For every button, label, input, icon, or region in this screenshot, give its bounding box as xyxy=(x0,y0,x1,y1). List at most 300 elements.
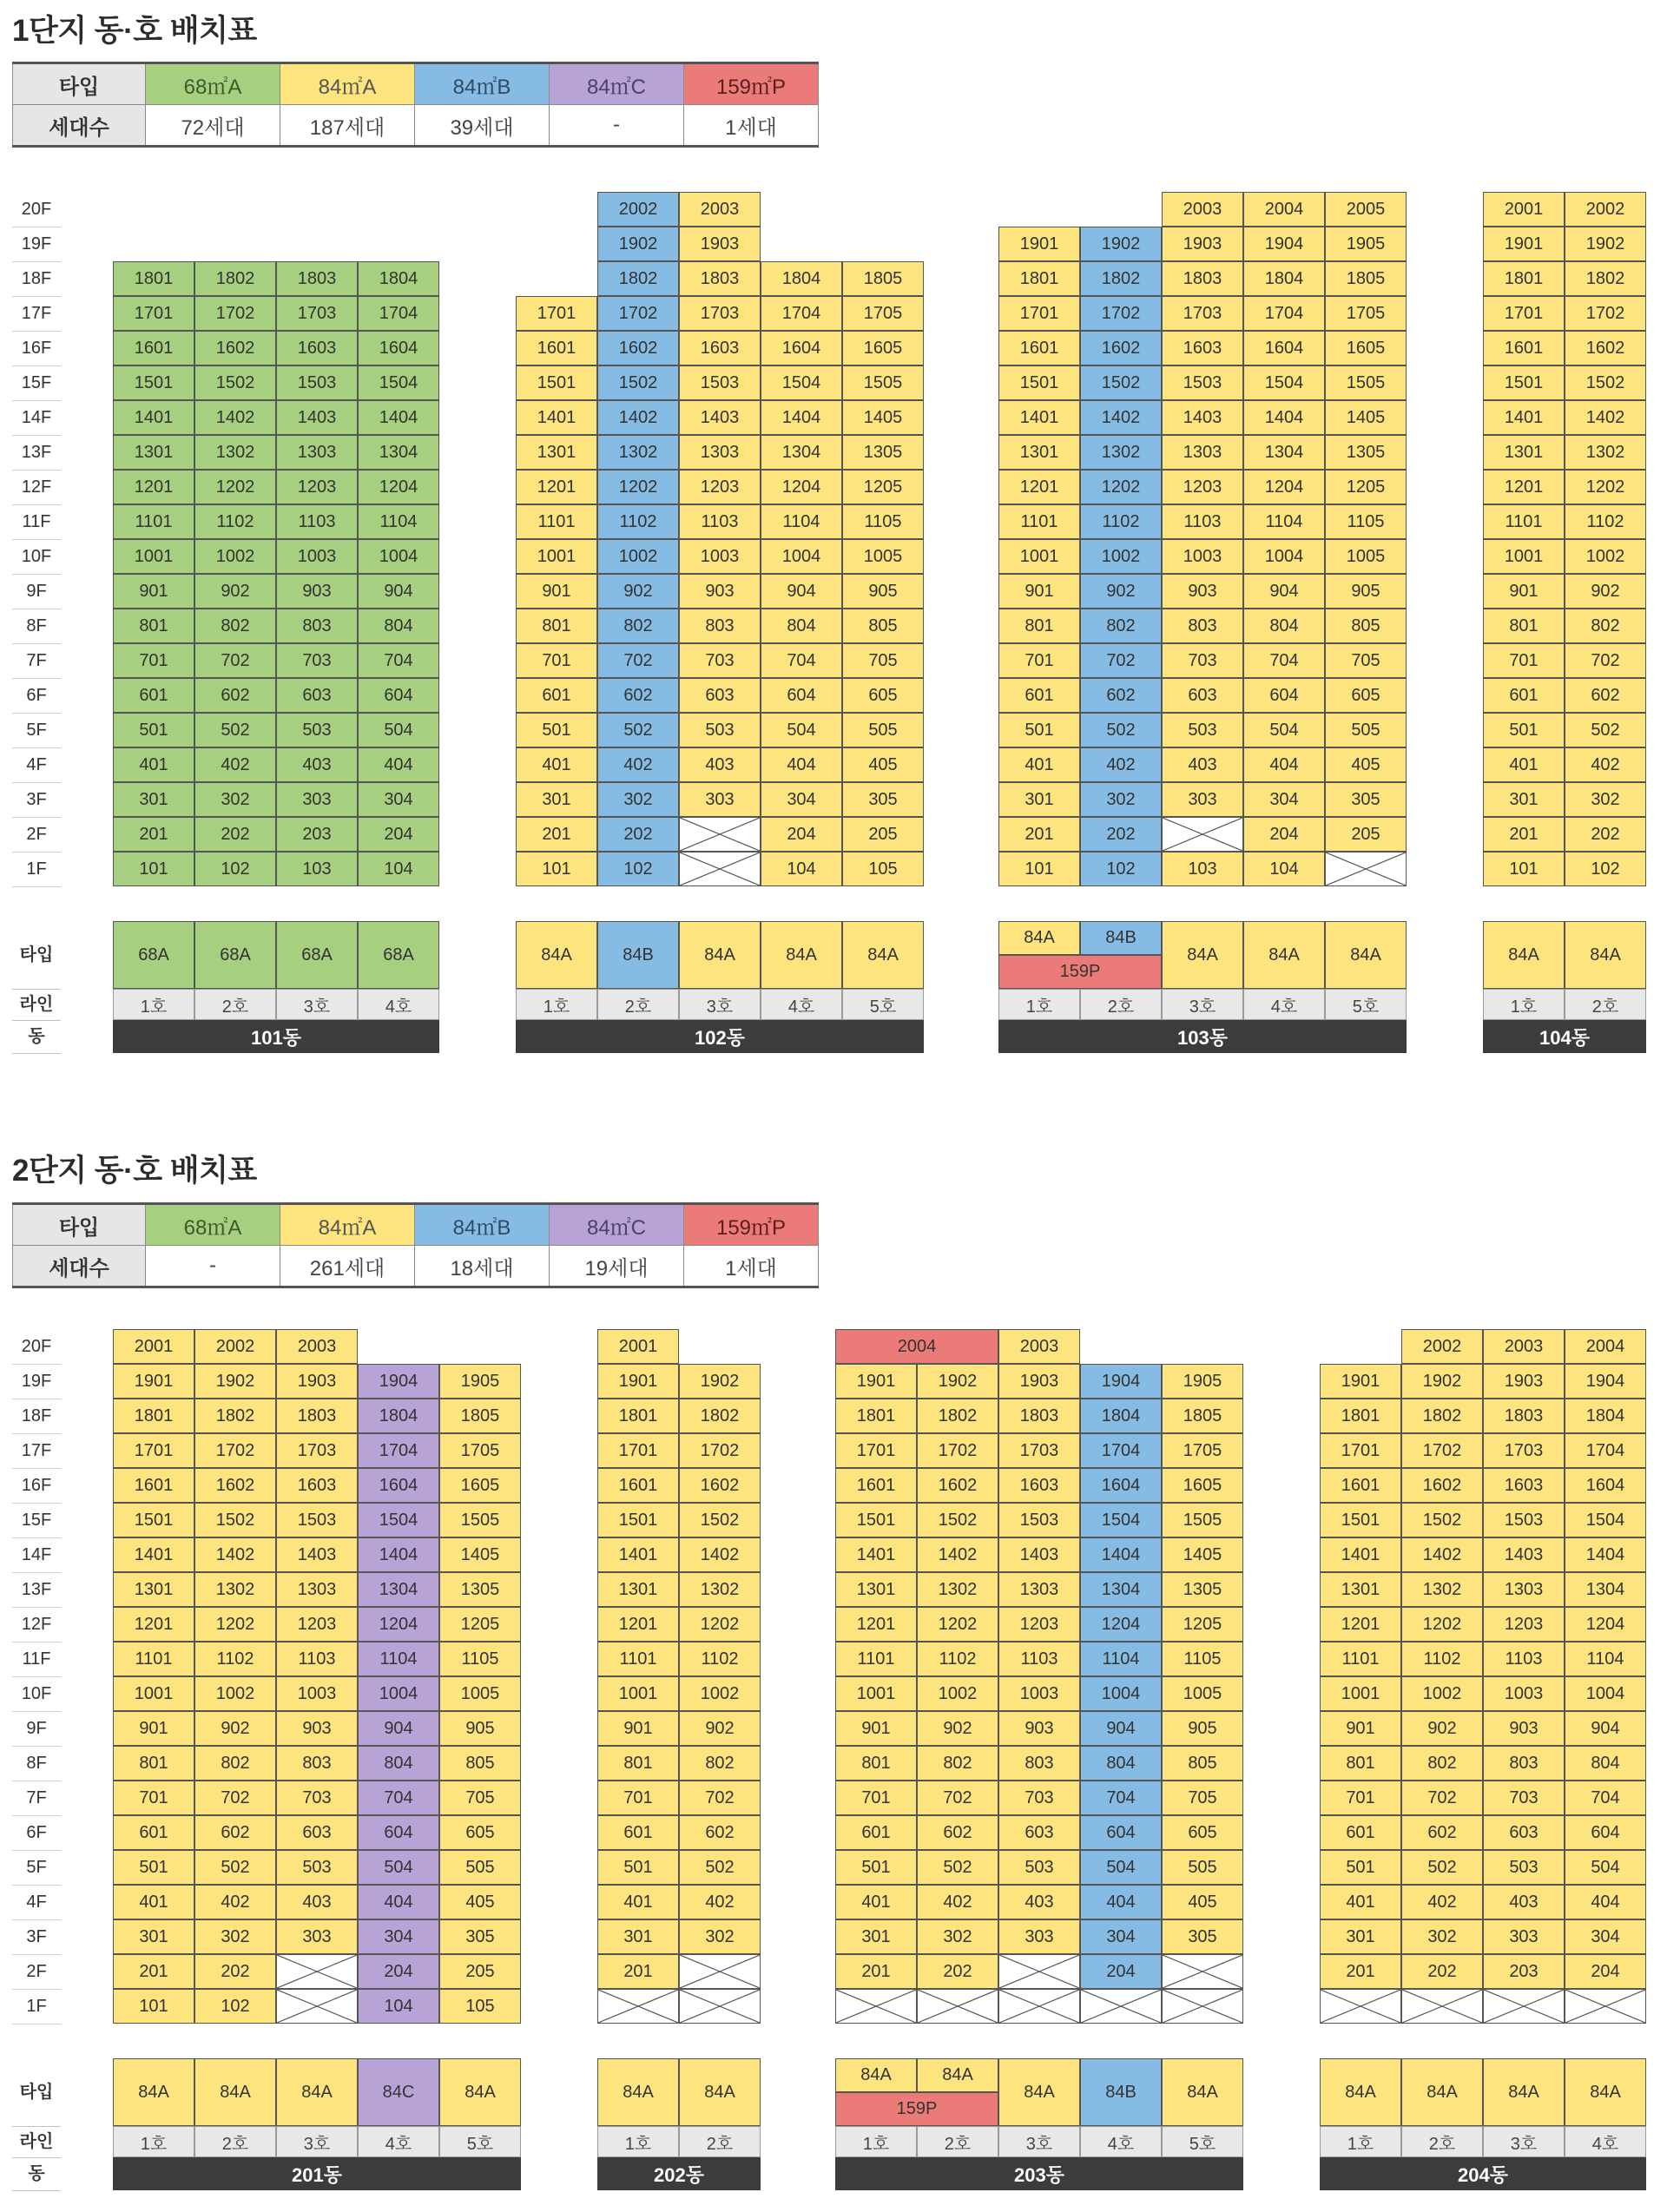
unit-cell[interactable]: 1505 xyxy=(439,1503,521,1537)
unit-cell[interactable]: 702 xyxy=(194,643,276,678)
unit-cell[interactable]: 204 xyxy=(1565,1954,1646,1989)
unit-cell[interactable]: 1403 xyxy=(276,1537,358,1572)
unit-cell[interactable]: 1601 xyxy=(516,331,597,365)
unit-cell[interactable]: 605 xyxy=(842,678,924,713)
unit-cell[interactable]: 1201 xyxy=(516,470,597,504)
unit-cell[interactable]: 1103 xyxy=(276,1642,358,1676)
unit-cell[interactable]: 1804 xyxy=(358,1399,439,1433)
unit-cell[interactable]: 1802 xyxy=(194,1399,276,1433)
unit-cell[interactable]: 501 xyxy=(1320,1850,1401,1885)
unit-cell[interactable]: 1802 xyxy=(1080,261,1162,296)
unit-cell[interactable]: 802 xyxy=(1080,609,1162,643)
unit-cell[interactable]: 1702 xyxy=(1080,296,1162,331)
unit-cell[interactable]: 403 xyxy=(276,1885,358,1919)
unit-cell[interactable]: 805 xyxy=(439,1746,521,1781)
unit-cell[interactable]: 1401 xyxy=(835,1537,917,1572)
unit-cell[interactable]: 704 xyxy=(1080,1781,1162,1815)
unit-cell[interactable]: 1701 xyxy=(516,296,597,331)
unit-cell[interactable]: 101 xyxy=(113,852,194,886)
unit-cell[interactable]: 1205 xyxy=(1325,470,1407,504)
unit-cell[interactable]: 1004 xyxy=(1243,539,1325,574)
unit-cell[interactable]: 1805 xyxy=(1325,261,1407,296)
unit-cell[interactable]: 1105 xyxy=(439,1642,521,1676)
unit-cell[interactable]: 1101 xyxy=(1320,1642,1401,1676)
unit-cell[interactable]: 605 xyxy=(1162,1815,1243,1850)
unit-cell[interactable]: 1305 xyxy=(439,1572,521,1607)
unit-cell[interactable]: 501 xyxy=(1483,713,1565,747)
unit-cell[interactable]: 2001 xyxy=(597,1329,679,1364)
unit-cell[interactable]: 302 xyxy=(1565,782,1646,817)
unit-cell[interactable]: 1104 xyxy=(761,504,842,539)
unit-cell[interactable]: 1603 xyxy=(1162,331,1243,365)
unit-cell[interactable]: 402 xyxy=(917,1885,998,1919)
unit-cell[interactable]: 401 xyxy=(113,1885,194,1919)
unit-cell[interactable]: 1702 xyxy=(194,296,276,331)
unit-cell[interactable]: 1304 xyxy=(1565,1572,1646,1607)
unit-cell[interactable]: 1704 xyxy=(761,296,842,331)
unit-cell[interactable]: 903 xyxy=(1483,1711,1565,1746)
unit-cell[interactable]: 1505 xyxy=(1325,365,1407,400)
unit-cell[interactable]: 702 xyxy=(917,1781,998,1815)
unit-cell[interactable]: 1401 xyxy=(1483,400,1565,435)
unit-cell[interactable]: 305 xyxy=(1325,782,1407,817)
unit-cell[interactable]: 502 xyxy=(597,713,679,747)
unit-cell[interactable]: 2003 xyxy=(679,192,761,227)
unit-cell[interactable]: 1604 xyxy=(358,331,439,365)
unit-cell[interactable]: 1102 xyxy=(917,1642,998,1676)
unit-cell[interactable]: 903 xyxy=(276,1711,358,1746)
unit-cell[interactable]: 1102 xyxy=(194,1642,276,1676)
unit-cell[interactable]: 604 xyxy=(358,1815,439,1850)
unit-cell[interactable]: 204 xyxy=(1080,1954,1162,1989)
unit-cell[interactable]: 1003 xyxy=(998,1676,1080,1711)
unit-cell[interactable]: 1901 xyxy=(597,1364,679,1399)
unit-cell[interactable]: 1701 xyxy=(113,296,194,331)
unit-cell[interactable]: 704 xyxy=(358,643,439,678)
unit-cell[interactable]: 1104 xyxy=(1243,504,1325,539)
unit-cell[interactable]: 1201 xyxy=(597,1607,679,1642)
unit-cell[interactable]: 704 xyxy=(358,1781,439,1815)
unit-cell[interactable]: 704 xyxy=(1243,643,1325,678)
unit-cell[interactable]: 801 xyxy=(835,1746,917,1781)
unit-cell[interactable]: 302 xyxy=(917,1919,998,1954)
unit-cell[interactable]: 1202 xyxy=(194,1607,276,1642)
unit-cell[interactable]: 505 xyxy=(842,713,924,747)
unit-cell[interactable]: 304 xyxy=(1080,1919,1162,1954)
unit-cell[interactable]: 502 xyxy=(1565,713,1646,747)
unit-cell[interactable]: 1303 xyxy=(1162,435,1243,470)
unit-cell[interactable]: 304 xyxy=(1565,1919,1646,1954)
unit-cell[interactable]: 1303 xyxy=(679,435,761,470)
unit-cell[interactable]: 1003 xyxy=(276,1676,358,1711)
unit-cell[interactable]: 1402 xyxy=(917,1537,998,1572)
unit-cell[interactable]: 504 xyxy=(761,713,842,747)
unit-cell[interactable]: 1901 xyxy=(998,227,1080,261)
unit-cell[interactable]: 1705 xyxy=(439,1433,521,1468)
unit-cell[interactable]: 703 xyxy=(276,643,358,678)
unit-cell[interactable]: 802 xyxy=(597,609,679,643)
unit-cell[interactable]: 705 xyxy=(439,1781,521,1815)
unit-cell[interactable]: 902 xyxy=(1401,1711,1483,1746)
unit-cell[interactable]: 1001 xyxy=(113,539,194,574)
unit-cell[interactable]: 1101 xyxy=(998,504,1080,539)
unit-cell[interactable]: 1301 xyxy=(998,435,1080,470)
unit-cell[interactable]: 1401 xyxy=(1320,1537,1401,1572)
unit-cell[interactable]: 502 xyxy=(194,713,276,747)
unit-cell[interactable]: 904 xyxy=(1243,574,1325,609)
unit-cell[interactable]: 1602 xyxy=(1401,1468,1483,1503)
unit-cell[interactable]: 1301 xyxy=(1320,1572,1401,1607)
unit-cell[interactable]: 1801 xyxy=(597,1399,679,1433)
unit-cell[interactable]: 1702 xyxy=(194,1433,276,1468)
unit-cell[interactable]: 504 xyxy=(1080,1850,1162,1885)
unit-cell[interactable]: 1003 xyxy=(679,539,761,574)
unit-cell[interactable]: 2005 xyxy=(1325,192,1407,227)
unit-cell[interactable]: 1001 xyxy=(1483,539,1565,574)
unit-cell[interactable]: 301 xyxy=(113,1919,194,1954)
unit-cell[interactable]: 1202 xyxy=(679,1607,761,1642)
unit-cell[interactable]: 104 xyxy=(761,852,842,886)
unit-cell[interactable]: 1801 xyxy=(998,261,1080,296)
unit-cell[interactable]: 401 xyxy=(835,1885,917,1919)
unit-cell[interactable]: 703 xyxy=(679,643,761,678)
unit-cell[interactable]: 1803 xyxy=(1162,261,1243,296)
unit-cell[interactable]: 1902 xyxy=(1080,227,1162,261)
unit-cell[interactable]: 403 xyxy=(679,747,761,782)
unit-cell[interactable]: 504 xyxy=(1565,1850,1646,1885)
unit-cell[interactable]: 1105 xyxy=(1162,1642,1243,1676)
unit-cell[interactable]: 1004 xyxy=(358,539,439,574)
unit-cell[interactable]: 1102 xyxy=(1565,504,1646,539)
unit-cell[interactable]: 1001 xyxy=(835,1676,917,1711)
unit-cell[interactable]: 301 xyxy=(835,1919,917,1954)
unit-cell[interactable]: 1502 xyxy=(679,1503,761,1537)
unit-cell[interactable]: 1002 xyxy=(1401,1676,1483,1711)
unit-cell[interactable]: 502 xyxy=(679,1850,761,1885)
unit-cell[interactable]: 1204 xyxy=(358,1607,439,1642)
unit-cell[interactable]: 403 xyxy=(1483,1885,1565,1919)
unit-cell[interactable]: 1802 xyxy=(917,1399,998,1433)
unit-cell[interactable]: 804 xyxy=(1080,1746,1162,1781)
unit-cell[interactable]: 302 xyxy=(1401,1919,1483,1954)
unit-cell[interactable]: 1102 xyxy=(679,1642,761,1676)
unit-cell[interactable]: 404 xyxy=(1080,1885,1162,1919)
unit-cell[interactable]: 1503 xyxy=(276,365,358,400)
unit-cell[interactable]: 803 xyxy=(276,609,358,643)
unit-cell[interactable]: 605 xyxy=(439,1815,521,1850)
unit-cell[interactable]: 902 xyxy=(1565,574,1646,609)
unit-cell[interactable]: 701 xyxy=(113,1781,194,1815)
unit-cell[interactable]: 1603 xyxy=(998,1468,1080,1503)
unit-cell[interactable]: 402 xyxy=(1401,1885,1483,1919)
unit-cell[interactable]: 701 xyxy=(998,643,1080,678)
unit-cell[interactable]: 804 xyxy=(761,609,842,643)
unit-cell[interactable]: 902 xyxy=(194,1711,276,1746)
unit-cell[interactable]: 1104 xyxy=(358,504,439,539)
unit-cell[interactable]: 1205 xyxy=(842,470,924,504)
unit-cell[interactable]: 1902 xyxy=(1565,227,1646,261)
unit-cell[interactable]: 1502 xyxy=(597,365,679,400)
unit-cell[interactable]: 1004 xyxy=(358,1676,439,1711)
unit-cell[interactable]: 1704 xyxy=(1080,1433,1162,1468)
unit-cell[interactable]: 1703 xyxy=(276,1433,358,1468)
unit-cell[interactable]: 1901 xyxy=(1483,227,1565,261)
unit-cell[interactable]: 1802 xyxy=(679,1399,761,1433)
unit-cell[interactable]: 601 xyxy=(113,1815,194,1850)
unit-cell[interactable]: 1505 xyxy=(1162,1503,1243,1537)
unit-cell[interactable]: 1502 xyxy=(917,1503,998,1537)
unit-cell[interactable]: 801 xyxy=(597,1746,679,1781)
unit-cell[interactable]: 1503 xyxy=(276,1503,358,1537)
unit-cell[interactable]: 1402 xyxy=(194,1537,276,1572)
unit-cell[interactable]: 401 xyxy=(1483,747,1565,782)
unit-cell[interactable]: 1302 xyxy=(1080,435,1162,470)
unit-cell[interactable]: 1401 xyxy=(516,400,597,435)
unit-cell[interactable]: 1905 xyxy=(439,1364,521,1399)
unit-cell[interactable]: 702 xyxy=(1565,643,1646,678)
unit-cell[interactable]: 1804 xyxy=(761,261,842,296)
unit-cell[interactable]: 201 xyxy=(597,1954,679,1989)
unit-cell[interactable]: 1804 xyxy=(358,261,439,296)
unit-cell[interactable]: 102 xyxy=(194,1989,276,2024)
unit-cell[interactable]: 1902 xyxy=(194,1364,276,1399)
unit-cell[interactable]: 1802 xyxy=(1565,261,1646,296)
unit-cell[interactable]: 1101 xyxy=(1483,504,1565,539)
unit-cell[interactable]: 1304 xyxy=(1080,1572,1162,1607)
unit-cell[interactable]: 1203 xyxy=(998,1607,1080,1642)
unit-cell[interactable]: 601 xyxy=(113,678,194,713)
unit-cell[interactable]: 1004 xyxy=(761,539,842,574)
unit-cell[interactable]: 602 xyxy=(1565,678,1646,713)
unit-cell[interactable]: 1801 xyxy=(113,261,194,296)
unit-cell[interactable]: 2003 xyxy=(1162,192,1243,227)
unit-cell[interactable]: 902 xyxy=(679,1711,761,1746)
unit-cell[interactable]: 701 xyxy=(1483,643,1565,678)
unit-cell[interactable]: 105 xyxy=(439,1989,521,2024)
unit-cell[interactable]: 102 xyxy=(1080,852,1162,886)
unit-cell[interactable]: 805 xyxy=(1325,609,1407,643)
unit-cell[interactable]: 1804 xyxy=(1243,261,1325,296)
unit-cell[interactable]: 1801 xyxy=(1483,261,1565,296)
unit-cell[interactable]: 801 xyxy=(1320,1746,1401,1781)
unit-cell[interactable]: 901 xyxy=(516,574,597,609)
unit-cell[interactable]: 102 xyxy=(1565,852,1646,886)
unit-cell[interactable]: 1302 xyxy=(1565,435,1646,470)
unit-cell[interactable]: 1203 xyxy=(679,470,761,504)
unit-cell[interactable]: 603 xyxy=(998,1815,1080,1850)
unit-cell[interactable]: 103 xyxy=(276,852,358,886)
unit-cell[interactable]: 604 xyxy=(1080,1815,1162,1850)
unit-cell[interactable]: 1405 xyxy=(439,1537,521,1572)
unit-cell[interactable]: 1302 xyxy=(194,1572,276,1607)
unit-cell[interactable]: 1004 xyxy=(1565,1676,1646,1711)
unit-cell[interactable]: 1201 xyxy=(1320,1607,1401,1642)
unit-cell[interactable]: 1703 xyxy=(276,296,358,331)
unit-cell[interactable]: 1102 xyxy=(194,504,276,539)
unit-cell[interactable]: 803 xyxy=(1483,1746,1565,1781)
unit-cell[interactable]: 403 xyxy=(998,1885,1080,1919)
unit-cell[interactable]: 404 xyxy=(1243,747,1325,782)
unit-cell[interactable]: 1502 xyxy=(1401,1503,1483,1537)
unit-cell[interactable]: 1103 xyxy=(276,504,358,539)
unit-cell[interactable]: 1803 xyxy=(276,261,358,296)
unit-cell[interactable]: 701 xyxy=(113,643,194,678)
unit-cell[interactable]: 1304 xyxy=(358,1572,439,1607)
unit-cell[interactable]: 1402 xyxy=(194,400,276,435)
unit-cell[interactable]: 1905 xyxy=(1325,227,1407,261)
unit-cell[interactable]: 1705 xyxy=(1162,1433,1243,1468)
unit-cell[interactable]: 302 xyxy=(597,782,679,817)
unit-cell[interactable]: 204 xyxy=(1243,817,1325,852)
unit-cell[interactable]: 1501 xyxy=(113,1503,194,1537)
unit-cell[interactable]: 1804 xyxy=(1080,1399,1162,1433)
unit-cell[interactable]: 1305 xyxy=(842,435,924,470)
unit-cell[interactable]: 1704 xyxy=(358,1433,439,1468)
unit-cell[interactable]: 505 xyxy=(439,1850,521,1885)
unit-cell[interactable]: 1403 xyxy=(276,400,358,435)
unit-cell[interactable]: 1404 xyxy=(761,400,842,435)
unit-cell[interactable]: 1903 xyxy=(276,1364,358,1399)
unit-cell[interactable]: 603 xyxy=(276,678,358,713)
unit-cell[interactable]: 904 xyxy=(358,1711,439,1746)
unit-cell[interactable]: 604 xyxy=(761,678,842,713)
unit-cell[interactable]: 1204 xyxy=(1565,1607,1646,1642)
unit-cell[interactable]: 1503 xyxy=(1162,365,1243,400)
unit-cell[interactable]: 1705 xyxy=(842,296,924,331)
unit-cell[interactable]: 1402 xyxy=(1080,400,1162,435)
unit-cell[interactable]: 201 xyxy=(998,817,1080,852)
unit-cell[interactable]: 504 xyxy=(358,713,439,747)
unit-cell[interactable]: 1204 xyxy=(761,470,842,504)
unit-cell[interactable]: 1404 xyxy=(358,1537,439,1572)
unit-cell[interactable]: 1101 xyxy=(835,1642,917,1676)
unit-cell[interactable]: 1303 xyxy=(998,1572,1080,1607)
unit-cell[interactable]: 1702 xyxy=(1565,296,1646,331)
unit-cell[interactable]: 601 xyxy=(597,1815,679,1850)
unit-cell[interactable]: 401 xyxy=(1320,1885,1401,1919)
unit-cell[interactable]: 1703 xyxy=(679,296,761,331)
unit-cell[interactable]: 304 xyxy=(358,1919,439,1954)
unit-cell[interactable]: 401 xyxy=(597,1885,679,1919)
unit-cell[interactable]: 1604 xyxy=(1565,1468,1646,1503)
unit-cell[interactable]: 1904 xyxy=(1565,1364,1646,1399)
unit-cell[interactable]: 1105 xyxy=(1325,504,1407,539)
unit-cell[interactable]: 1401 xyxy=(998,400,1080,435)
unit-cell[interactable]: 1904 xyxy=(1080,1364,1162,1399)
unit-cell[interactable]: 901 xyxy=(1483,574,1565,609)
unit-cell[interactable]: 101 xyxy=(113,1989,194,2024)
unit-cell[interactable]: 705 xyxy=(1325,643,1407,678)
unit-cell[interactable]: 1103 xyxy=(998,1642,1080,1676)
unit-cell[interactable]: 205 xyxy=(842,817,924,852)
unit-cell[interactable]: 204 xyxy=(761,817,842,852)
unit-cell[interactable]: 2001 xyxy=(1483,192,1565,227)
unit-cell[interactable]: 1704 xyxy=(1243,296,1325,331)
unit-cell[interactable]: 205 xyxy=(1325,817,1407,852)
unit-cell[interactable]: 1402 xyxy=(1401,1537,1483,1572)
unit-cell[interactable]: 702 xyxy=(194,1781,276,1815)
unit-cell[interactable]: 1204 xyxy=(1080,1607,1162,1642)
unit-cell[interactable]: 301 xyxy=(1320,1919,1401,1954)
unit-cell[interactable]: 803 xyxy=(276,1746,358,1781)
unit-cell[interactable]: 303 xyxy=(276,1919,358,1954)
unit-cell[interactable]: 1002 xyxy=(917,1676,998,1711)
unit-cell[interactable]: 402 xyxy=(1080,747,1162,782)
unit-cell[interactable]: 1903 xyxy=(1483,1364,1565,1399)
unit-cell[interactable]: 1502 xyxy=(194,365,276,400)
unit-cell[interactable]: 1602 xyxy=(1565,331,1646,365)
unit-cell[interactable]: 1302 xyxy=(1401,1572,1483,1607)
unit-cell[interactable]: 405 xyxy=(1325,747,1407,782)
unit-cell[interactable]: 1603 xyxy=(276,331,358,365)
unit-cell[interactable]: 901 xyxy=(113,1711,194,1746)
unit-cell[interactable]: 1604 xyxy=(1243,331,1325,365)
unit-cell[interactable]: 702 xyxy=(1080,643,1162,678)
unit-cell[interactable]: 405 xyxy=(439,1885,521,1919)
unit-cell[interactable]: 1002 xyxy=(1080,539,1162,574)
unit-cell[interactable]: 702 xyxy=(597,643,679,678)
unit-cell[interactable]: 1403 xyxy=(679,400,761,435)
unit-cell[interactable]: 1601 xyxy=(113,331,194,365)
unit-cell[interactable]: 1702 xyxy=(597,296,679,331)
unit-cell[interactable]: 904 xyxy=(358,574,439,609)
unit-cell[interactable]: 1404 xyxy=(1080,1537,1162,1572)
unit-cell[interactable]: 1602 xyxy=(194,331,276,365)
unit-cell[interactable]: 104 xyxy=(358,852,439,886)
unit-cell[interactable]: 303 xyxy=(1483,1919,1565,1954)
unit-cell[interactable]: 801 xyxy=(1483,609,1565,643)
unit-cell[interactable]: 1801 xyxy=(1320,1399,1401,1433)
unit-cell[interactable]: 201 xyxy=(516,817,597,852)
unit-cell[interactable]: 302 xyxy=(1080,782,1162,817)
unit-cell[interactable]: 501 xyxy=(113,1850,194,1885)
unit-cell[interactable]: 1003 xyxy=(1162,539,1243,574)
unit-cell[interactable]: 1702 xyxy=(917,1433,998,1468)
unit-cell[interactable]: 1101 xyxy=(113,1642,194,1676)
unit-cell[interactable]: 802 xyxy=(194,1746,276,1781)
unit-cell[interactable]: 2002 xyxy=(1565,192,1646,227)
unit-cell[interactable]: 1504 xyxy=(1243,365,1325,400)
unit-cell[interactable]: 304 xyxy=(761,782,842,817)
unit-cell[interactable]: 804 xyxy=(1243,609,1325,643)
unit-cell[interactable]: 1101 xyxy=(597,1642,679,1676)
unit-cell[interactable]: 401 xyxy=(113,747,194,782)
unit-cell[interactable]: 1203 xyxy=(276,1607,358,1642)
unit-cell[interactable]: 1004 xyxy=(1080,1676,1162,1711)
unit-cell[interactable]: 302 xyxy=(194,1919,276,1954)
unit-cell[interactable]: 501 xyxy=(113,713,194,747)
unit-cell[interactable]: 304 xyxy=(358,782,439,817)
unit-cell[interactable]: 801 xyxy=(113,1746,194,1781)
unit-cell[interactable]: 1205 xyxy=(439,1607,521,1642)
unit-cell[interactable]: 404 xyxy=(358,1885,439,1919)
unit-cell[interactable]: 403 xyxy=(1162,747,1243,782)
unit-cell[interactable]: 1301 xyxy=(597,1572,679,1607)
unit-cell[interactable]: 303 xyxy=(679,782,761,817)
unit-cell[interactable]: 801 xyxy=(998,609,1080,643)
unit-cell[interactable]: 1402 xyxy=(679,1537,761,1572)
unit-cell[interactable]: 202 xyxy=(917,1954,998,1989)
unit-cell[interactable]: 204 xyxy=(358,817,439,852)
unit-cell[interactable]: 604 xyxy=(1565,1815,1646,1850)
unit-cell[interactable]: 1601 xyxy=(1483,331,1565,365)
unit-cell[interactable]: 801 xyxy=(113,609,194,643)
unit-cell[interactable]: 502 xyxy=(194,1850,276,1885)
unit-cell[interactable]: 601 xyxy=(1483,678,1565,713)
unit-cell[interactable]: 1001 xyxy=(516,539,597,574)
unit-cell[interactable]: 903 xyxy=(998,1711,1080,1746)
unit-cell[interactable]: 2003 xyxy=(998,1329,1080,1364)
